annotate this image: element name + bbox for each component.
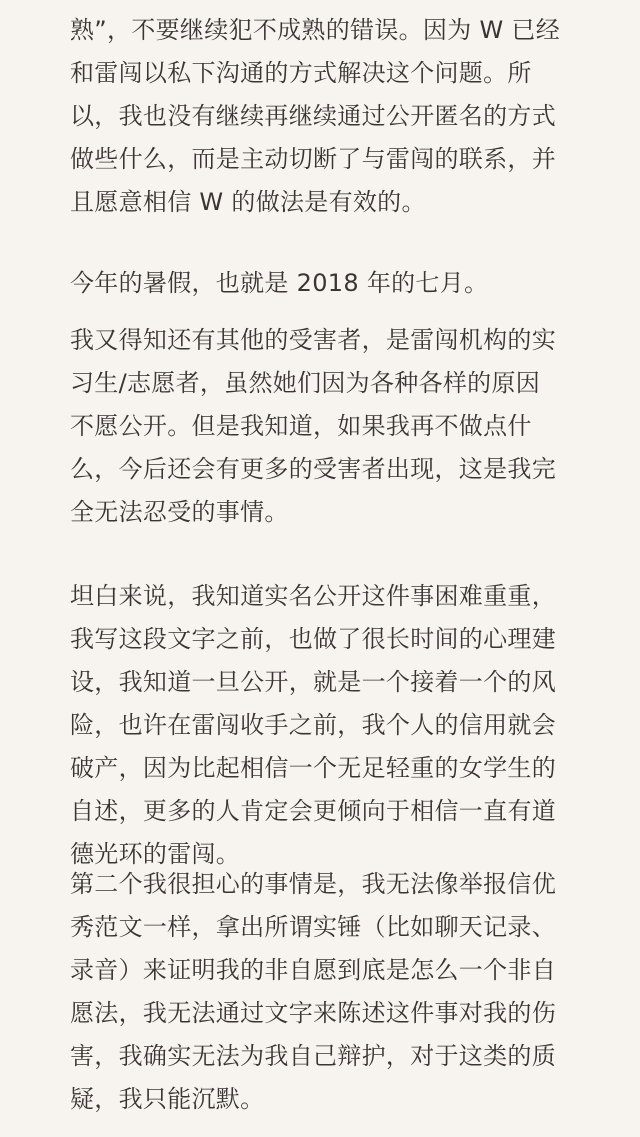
- text-line: 破产，因为比起相信一个无足轻重的女学生的: [70, 754, 556, 782]
- text-line: 坦白来说，我知道实名公开这件事困难重重，: [70, 582, 556, 610]
- paragraph-5: [70, 863, 580, 1121]
- text-line: 我写这段文字之前，也做了很长时间的心理建: [70, 625, 556, 653]
- text-line: 设，我知道一旦公开，就是一个接着一个的风: [70, 668, 556, 696]
- text-line: 且愿意相信 W 的做法是有效的。: [70, 188, 426, 216]
- text-line: 和雷闯以私下沟通的方式解决这个问题。所: [70, 59, 532, 87]
- text-line: 么，今后还会有更多的受害者出现，这是我完: [70, 455, 556, 483]
- text-line: 愿法，我无法通过文字来陈述这件事对我的伤: [70, 999, 556, 1027]
- text-line: 我又得知还有其他的受害者，是雷闯机构的实: [70, 326, 556, 354]
- text-line: 疑，我只能沉默。: [70, 1085, 265, 1113]
- paragraph-1: [70, 9, 580, 224]
- text-line: 第二个我很担心的事情是，我无法像举报信优: [70, 870, 556, 898]
- text-line: 自述，更多的人肯定会更倾向于相信一直有道: [70, 797, 556, 825]
- text-line: 全无法忍受的事情。: [70, 498, 289, 526]
- text-line: 录音）来证明我的非自愿到底是怎么一个非自: [70, 956, 556, 984]
- text-line: 以，我也没有继续再继续通过公开匿名的方式: [70, 102, 556, 130]
- text-line: 今年的暑假，也就是 2018 年的七月。: [70, 269, 489, 297]
- text-line: 险，也许在雷闯收手之前，我个人的信用就会: [70, 711, 556, 739]
- text-line: 害，我确实无法为我自己辩护，对于这类的质: [70, 1042, 556, 1070]
- paragraph-4: [70, 575, 580, 876]
- text-line: 做些什么，而是主动切断了与雷闯的联系，并: [70, 145, 556, 173]
- paragraph-3: [70, 319, 580, 534]
- paragraph-2: [70, 262, 580, 305]
- text-line: 熟”，不要继续犯不成熟的错误。因为 W 已经: [70, 16, 561, 44]
- text-line: 秀范文一样，拿出所谓实锤（比如聊天记录、: [70, 913, 556, 941]
- text-line: 习生/志愿者，虽然她们因为各种各样的原因: [70, 369, 541, 397]
- text-line: 德光环的雷闯。: [70, 840, 241, 868]
- text-line: 不愿公开。但是我知道，如果我再不做点什: [70, 412, 532, 440]
